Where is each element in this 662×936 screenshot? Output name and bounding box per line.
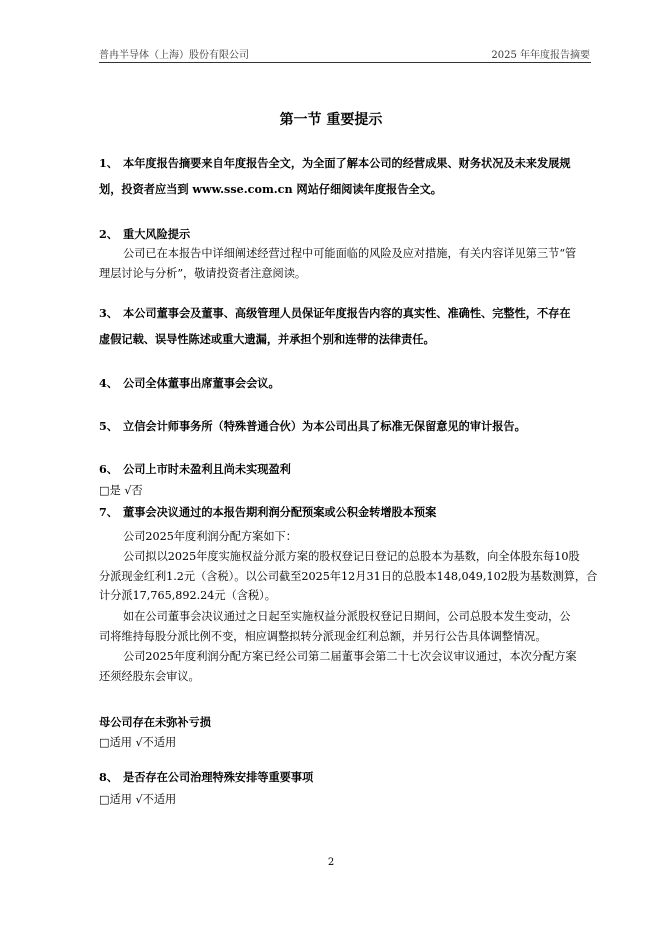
item-3-line1 bbox=[99, 305, 571, 321]
parent-loss-heading: 母公司存在未弥补亏损 bbox=[99, 715, 211, 729]
section-title: 第一节 重要提示 bbox=[279, 112, 383, 128]
item-3-text: 本公司董事会及董事、高级管理人员保证年度报告内容的真实性、准确性、完整性，不存在 bbox=[123, 306, 571, 320]
item-7-heading bbox=[99, 504, 436, 520]
item-4 bbox=[99, 375, 280, 391]
item-8-choice: □适用 √不适用 bbox=[99, 793, 177, 806]
item-2-line1: 公司已在本报告中详细阐述经营过程中可能面临的风险及应对措施，有关内容详见第三节“管 bbox=[123, 247, 577, 260]
header-rule bbox=[99, 62, 591, 63]
item-7-p4-line2: 还须经股东会审议。 bbox=[99, 670, 200, 683]
item-1-number: 1、 bbox=[99, 156, 118, 170]
item-1-line2: 划，投资者应当到 www.sse.com.cn 网站仔细阅读年度报告全文。 bbox=[99, 182, 442, 196]
item-2-line2: 理层讨论与分析”，敬请投资者注意阅读。 bbox=[99, 267, 307, 280]
item-2-number: 2、 bbox=[99, 227, 118, 241]
item-3-number: 3、 bbox=[99, 306, 118, 320]
item-1-line1 bbox=[99, 155, 571, 171]
item-6-heading bbox=[99, 461, 291, 477]
item-7-p3-line1: 如在公司董事会决议通过之日起至实施权益分派股权登记日期间，公司总股本发生变动，公 bbox=[123, 610, 571, 623]
item-7-number: 7、 bbox=[99, 505, 118, 519]
item-1-text: 本年度报告摘要来自年度报告全文，为全面了解本公司的经营成果、财务状况及未来发展规 bbox=[123, 156, 571, 170]
item-8-number: 8、 bbox=[99, 770, 118, 784]
header-company: 普冉半导体（上海）股份有限公司 bbox=[99, 50, 249, 61]
item-7-p2-line3: 计分派17,765,892.24元（含税）。 bbox=[99, 589, 276, 602]
item-7-p2-line1: 公司拟以2025年度实施权益分派方案的股权登记日登记的总股本为基数，向全体股东每10股 bbox=[123, 550, 580, 563]
item-5-number: 5、 bbox=[99, 419, 118, 433]
item-6-choice: □是 √否 bbox=[99, 484, 143, 497]
item-7-p2-line2: 分派现金红利1.2元（含税）。以公司截至2025年12月31日的总股本148,049,102股为基数测算，合 bbox=[99, 570, 598, 583]
item-3-line2: 虚假记载、误导性陈述或重大遗漏，并承担个别和连带的法律责任。 bbox=[99, 332, 435, 346]
item-5-text: 立信会计师事务所（特殊普通合伙）为本公司出具了标准无保留意见的审计报告。 bbox=[123, 419, 526, 433]
item-8-heading-text: 是否存在公司治理特殊安排等重要事项 bbox=[123, 770, 314, 784]
parent-loss-choice: □适用 √不适用 bbox=[99, 736, 177, 749]
item-7-p3-line2: 司将维持每股分派比例不变，相应调整拟转分派现金红利总额，并另行公告具体调整情况。 bbox=[99, 630, 547, 643]
item-7-p4-line1: 公司2025年度利润分配方案已经公司第二届董事会第二十七次会议审议通过，本次分配方案 bbox=[123, 650, 577, 663]
item-2-heading-text: 重大风险提示 bbox=[123, 227, 191, 241]
item-4-text: 公司全体董事出席董事会会议。 bbox=[123, 376, 280, 390]
header-report-title: 2025 年年度报告摘要 bbox=[491, 50, 590, 61]
page-number: 2 bbox=[327, 857, 335, 868]
item-8-heading bbox=[99, 769, 313, 785]
item-7-heading-text: 董事会决议通过的本报告期利润分配预案或公积金转增股本预案 bbox=[123, 505, 437, 519]
item-6-heading-text: 公司上市时未盈利且尚未实现盈利 bbox=[123, 462, 291, 476]
item-7-p1: 公司2025年度利润分配方案如下： bbox=[123, 530, 297, 543]
item-5 bbox=[99, 418, 526, 434]
item-4-number: 4、 bbox=[99, 376, 118, 390]
item-6-number: 6、 bbox=[99, 462, 118, 476]
item-2-heading bbox=[99, 226, 190, 242]
